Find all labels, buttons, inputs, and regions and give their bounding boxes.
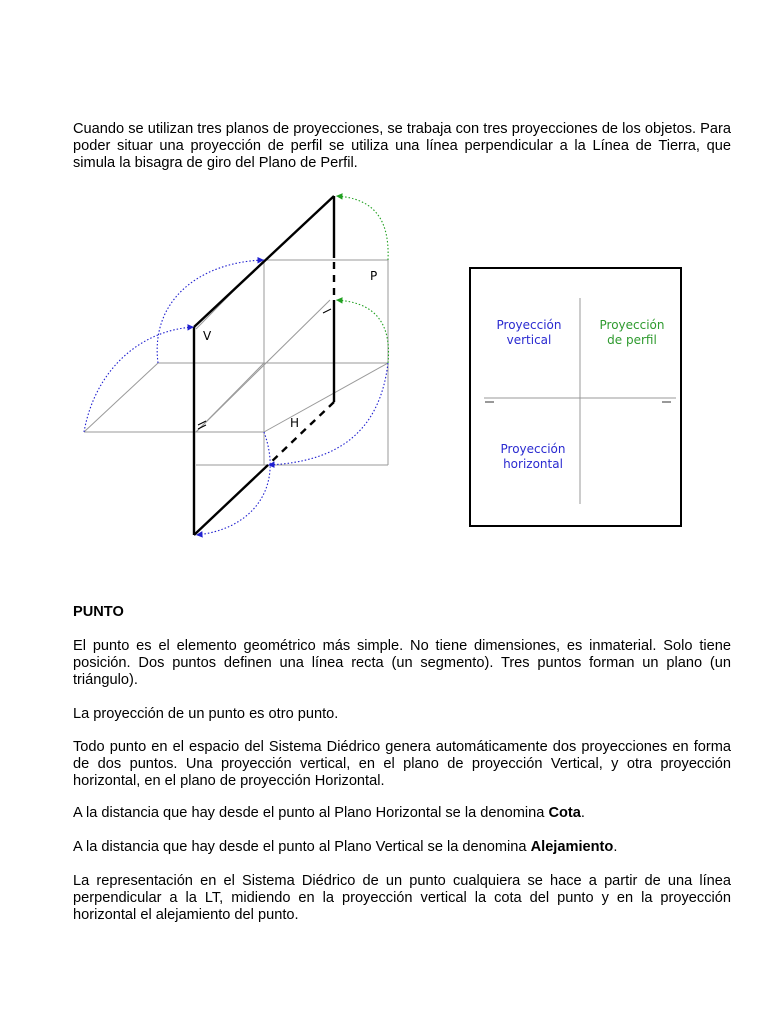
svg-text:de perfil: de perfil xyxy=(607,333,657,347)
svg-text:Proyección: Proyección xyxy=(500,442,566,456)
label-h: H xyxy=(290,416,300,430)
label-v: V xyxy=(203,329,212,343)
label-p: P xyxy=(370,269,378,283)
paragraph-representation: La representación en el Sistema Diédrico de un punto cualquiera se hace a partir de una línea perpendicular a la LT, midiendo en la proyección vertical la cota del punto y en la proyección horizontal el alejamiento del punto. xyxy=(73,873,731,923)
plane-outlines xyxy=(84,260,388,465)
svg-text:Proyección: Proyección xyxy=(496,318,562,332)
quadrant-diagram-figure xyxy=(466,265,686,529)
svg-text:Proyección: Proyección xyxy=(599,318,665,332)
paragraph-dihedral: Todo punto en el espacio del Sistema Diédrico genera automáticamente dos proyecciones en forma de dos puntos. Una proyección vertical, en el plano de proyección Vertical, y otra proyección horizontal, en el plano de proyección Horizontal. xyxy=(73,739,731,789)
section-heading-punto: PUNTO xyxy=(73,604,124,620)
quadrant-horizontal-label xyxy=(501,442,566,471)
intro-paragraph: Cuando se utilizan tres planos de proyecciones, se trabaja con tres proyecciones de los objetos. Para poder situar una proyección de perfil se utiliza una línea perpendicular a la Línea de Tierra, que simula la bisagra de giro del Plano de Perfil. xyxy=(73,121,731,171)
projection-planes-3d-figure xyxy=(70,185,400,545)
paragraph-projection: La proyección de un punto es otro punto. xyxy=(73,706,339,722)
term-alejamiento: Alejamiento xyxy=(530,839,614,855)
paragraph-alejamiento: A la distancia que hay desde el punto al Plano Vertical se la denomina Alejamiento. xyxy=(73,839,618,855)
green-rotation-arcs xyxy=(336,196,389,363)
svg-text:horizontal: horizontal xyxy=(503,457,563,471)
paragraph-definition: El punto es el elemento geométrico más simple. No tiene dimensiones, es inmaterial. Solo tiene posición. Dos puntos definen una línea recta (un segmento). Tres puntos forman un plano (un triángulo). xyxy=(73,638,731,688)
quadrant-profile-label xyxy=(600,318,665,347)
term-cota: Cota xyxy=(548,805,581,821)
svg-text:vertical: vertical xyxy=(506,333,552,347)
paragraph-cota: A la distancia que hay desde el punto al Plano Horizontal se la denomina Cota. xyxy=(73,805,585,821)
